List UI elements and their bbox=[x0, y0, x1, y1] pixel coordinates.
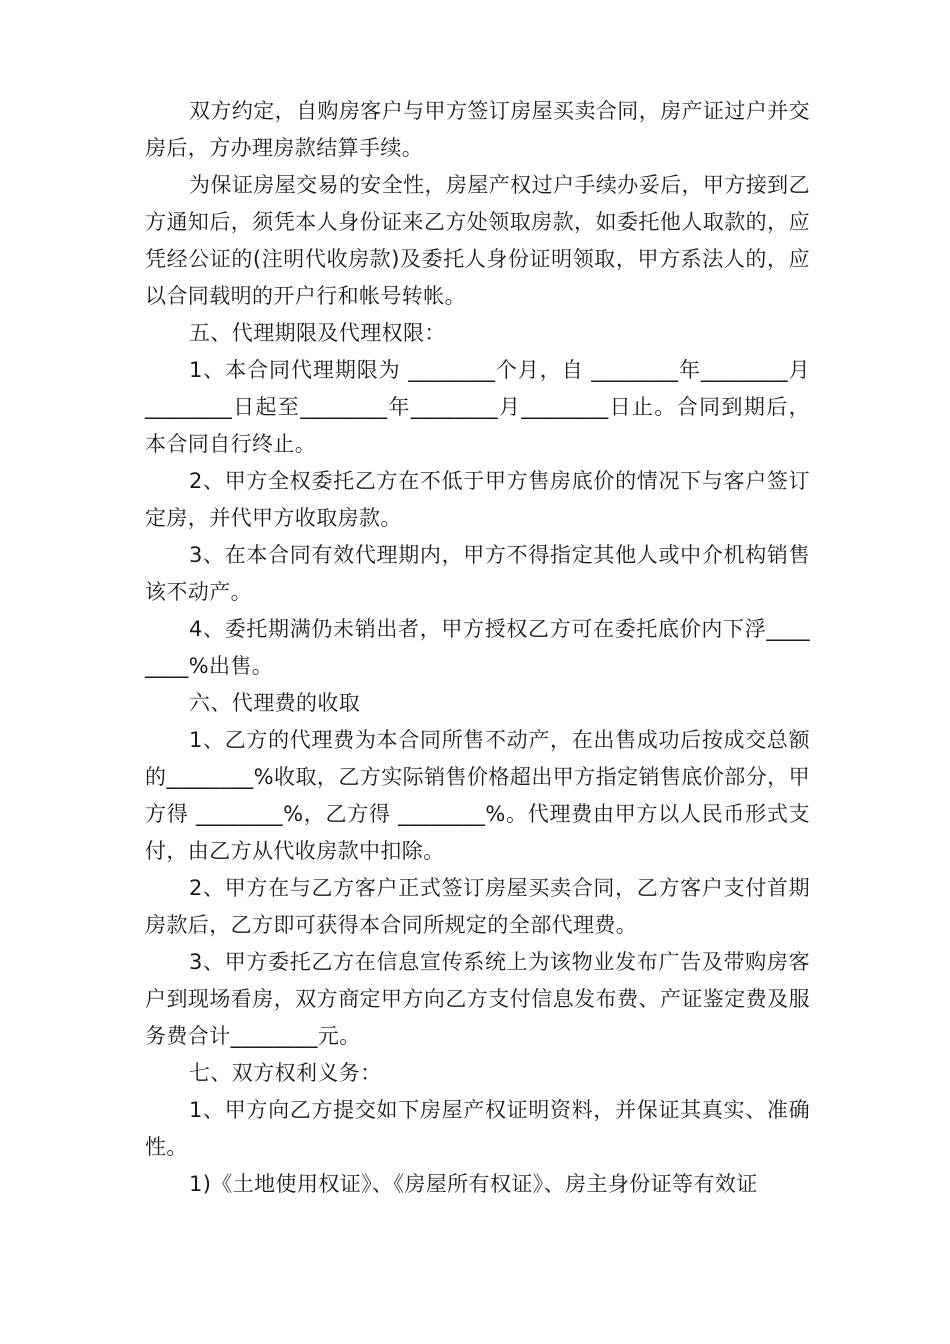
clause-advertising-fee: 3、甲方委托乙方在信息宣传系统上为该物业发布广告及带购房客户到现场看房，双方商定甲方向乙方支付信息发布费、产证鉴定费及服务费合计________元。 bbox=[145, 950, 810, 1048]
clause-property-documents: 1、甲方向乙方提交如下房屋产权证明资料，并保证其真实、准确性。 bbox=[145, 1098, 810, 1159]
clause-full-authorization: 2、甲方全权委托乙方在不低于甲方售房底价的情况下与客户签订定房，并代甲方收取房款。 bbox=[145, 469, 810, 530]
paragraph-settlement-agreement: 双方约定，自购房客户与甲方签订房屋买卖合同，房产证过户并交房后，方办理房款结算手续。 bbox=[145, 99, 810, 160]
clause-fee-rate: 1、乙方的代理费为本合同所售不动产，在出售成功后按成交总额的________%收取，乙方实际销售价格超出甲方指定销售底价部分，甲方得 ________%，乙方得 ________%。代理费由甲方以人民币形式支付，由乙方从代收房款中扣除。 bbox=[145, 728, 810, 863]
section-heading-agency-term: 五、代理期限及代理权限： bbox=[189, 321, 446, 345]
clause-agency-period: 1、本合同代理期限为 ________个月，自 ________年________月________日起至________年________月________日止。合同到期后，本合同自行终止。 bbox=[145, 358, 810, 456]
paragraph-payment-security: 为保证房屋交易的安全性，房屋产权过户手续办妥后，甲方接到乙方通知后，须凭本人身份证来乙方处领取房款，如委托他人取款的，应凭经公证的(注明代收房款)及委托人身份证明领取，甲方系法人的，应以合同载明的开户行和帐号转帐。 bbox=[145, 173, 810, 308]
clause-document-list: 1)《土地使用权证》、《房屋所有权证》、房主身份证等有效证 bbox=[189, 1172, 758, 1196]
clause-price-reduction: 4、委托期满仍未销出者，甲方授权乙方可在委托底价内下浮________%出售。 bbox=[145, 617, 810, 678]
document-body bbox=[145, 93, 810, 1203]
clause-exclusive-agency: 3、在本合同有效代理期内，甲方不得指定其他人或中介机构销售该不动产。 bbox=[145, 543, 810, 604]
clause-fee-entitlement: 2、甲方在与乙方客户正式签订房屋买卖合同，乙方客户支付首期房款后，乙方即可获得本合同所规定的全部代理费。 bbox=[145, 876, 810, 937]
section-heading-rights-obligations: 七、双方权利义务： bbox=[189, 1061, 382, 1085]
section-heading-agency-fee: 六、代理费的收取 bbox=[189, 691, 361, 715]
